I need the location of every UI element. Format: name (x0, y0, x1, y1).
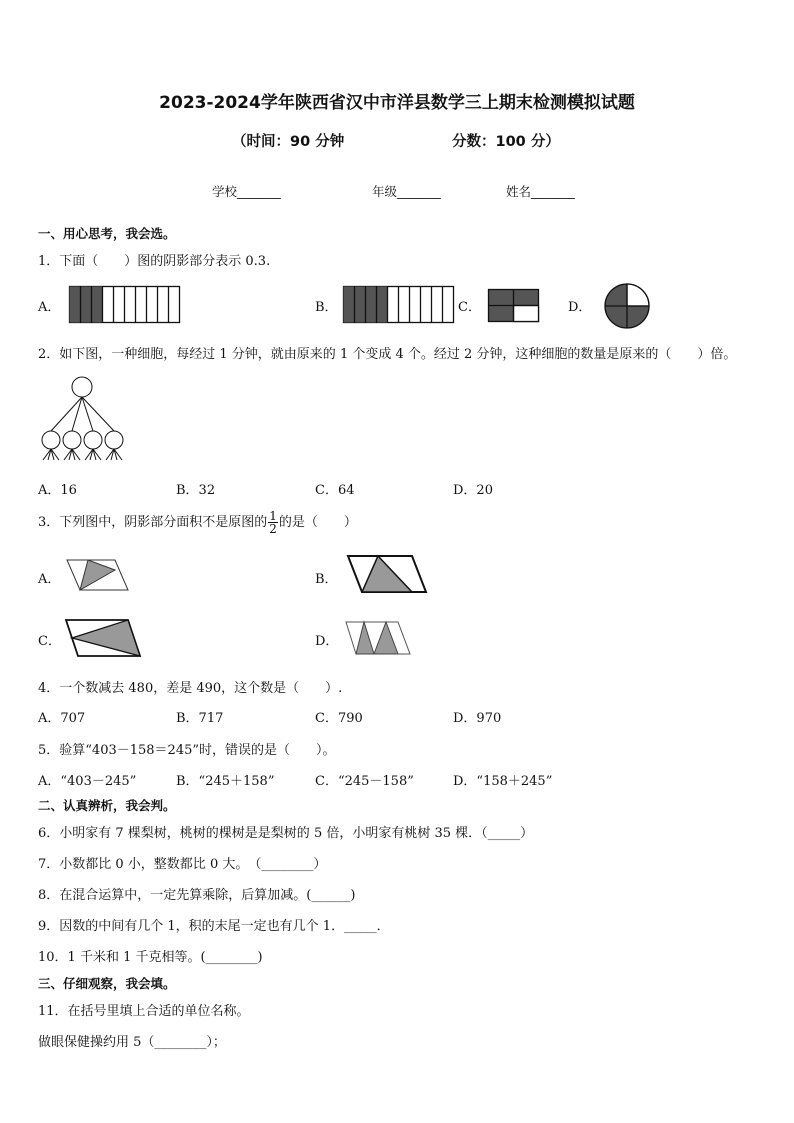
question-3 (38, 510, 357, 535)
q3-option-a-label[interactable]: A． (38, 572, 61, 587)
q3-option-c-label[interactable]: C． (38, 634, 61, 649)
question-7[interactable]: 7．小数都比 0 小，整数都比 0 大。 （________） (38, 857, 327, 872)
section-heading-1: 一、用心思考，我会选。 (38, 226, 176, 241)
page-title: 2023-2024学年陕西省汉中市洋县数学三上期末检测模拟试题 (159, 93, 635, 113)
question-10[interactable]: 10．1 千米和 1 千克相等。(________) (38, 950, 263, 965)
q3-option-d-label[interactable]: D． (315, 634, 339, 649)
question-11-line-1[interactable]: 做眼保健操约用 5（________）； (38, 1035, 226, 1050)
question-11: 11．在括号里填上合适的单位名称。 (38, 1004, 250, 1019)
question-8[interactable]: 8．在混合运算中，一定先算乘除，后算加减。(______) (38, 888, 356, 903)
question-9[interactable]: 9．因数的中间有几个 1，积的末尾一定也有几个 1．_____． (38, 919, 390, 934)
q4-option-a[interactable]: A．707 (38, 711, 86, 726)
q3-text-before: 3．下列图中，阴影部分面积不是原图的 (38, 515, 268, 530)
one-half-fraction (268, 510, 278, 535)
name-field[interactable]: 姓名_______ (506, 184, 575, 199)
q2-option-a[interactable]: A．16 (38, 483, 77, 498)
q4-option-d[interactable]: D．970 (453, 711, 502, 726)
grade-field[interactable]: 年级_______ (372, 184, 441, 199)
q1-option-c-label[interactable]: C． (458, 300, 481, 315)
question-4: 4．一个数减去 480，差是 490，这个数是（ ）. (38, 681, 343, 696)
fraction-numerator: 1 (269, 509, 277, 523)
q1-option-a-label[interactable]: A． (38, 300, 61, 315)
q1-option-d-label[interactable]: D． (568, 300, 592, 315)
q4-option-c[interactable]: C．790 (315, 711, 363, 726)
school-field[interactable]: 学校_______ (212, 184, 281, 199)
q2-option-d[interactable]: D．20 (453, 483, 493, 498)
q3-option-b-figure (346, 554, 428, 596)
q5-option-b[interactable]: B．“245＋158” (176, 774, 275, 789)
q5-option-a[interactable]: A．“403－245” (38, 774, 137, 789)
cell-division-diagram (40, 376, 130, 462)
q1-option-d-figure (603, 284, 651, 330)
exam-time: （时间：90 分钟 (232, 134, 345, 150)
q3-option-c-figure (64, 618, 142, 658)
q1-option-b-figure (343, 286, 455, 324)
q3-text-after: 的是（ ） (278, 515, 357, 530)
q1-option-b-label[interactable]: B． (315, 300, 338, 315)
q2-option-b[interactable]: B．32 (176, 483, 216, 498)
section-heading-3: 三、仔细观察，我会填。 (38, 976, 176, 991)
q4-option-b[interactable]: B．717 (176, 711, 224, 726)
q5-option-d[interactable]: D．“158＋245” (453, 774, 553, 789)
q1-option-a-figure (69, 286, 181, 324)
q2-option-c[interactable]: C．64 (315, 483, 355, 498)
q3-option-b-label[interactable]: B． (315, 572, 338, 587)
fraction-denominator: 2 (269, 522, 277, 536)
section-heading-2: 二、认真辨析，我会判。 (38, 798, 176, 813)
q5-option-c[interactable]: C．“245－158” (315, 774, 414, 789)
question-6[interactable]: 6．小明家有 7 棵梨树，桃树的棵树是是梨树的 5 倍，小明家有桃树 35 棵．（_____） (38, 826, 534, 841)
question-1: 1．下面（ ）图的阴影部分表示 0.3. (38, 254, 271, 269)
exam-score: 分数：100 分） (452, 134, 560, 150)
question-2: 2．如下图，一种细胞，每经过 1 分钟，就由原来的 1 个变成 4 个。经过 2 分钟，这种细胞的数量是原来的（ ）倍。 (38, 347, 737, 362)
q3-option-a-figure (66, 558, 130, 594)
question-5: 5．验算“403－158＝245”时，错误的是（ ）。 (38, 743, 336, 758)
q1-option-c-figure (488, 289, 540, 323)
q3-option-d-figure (344, 620, 412, 658)
